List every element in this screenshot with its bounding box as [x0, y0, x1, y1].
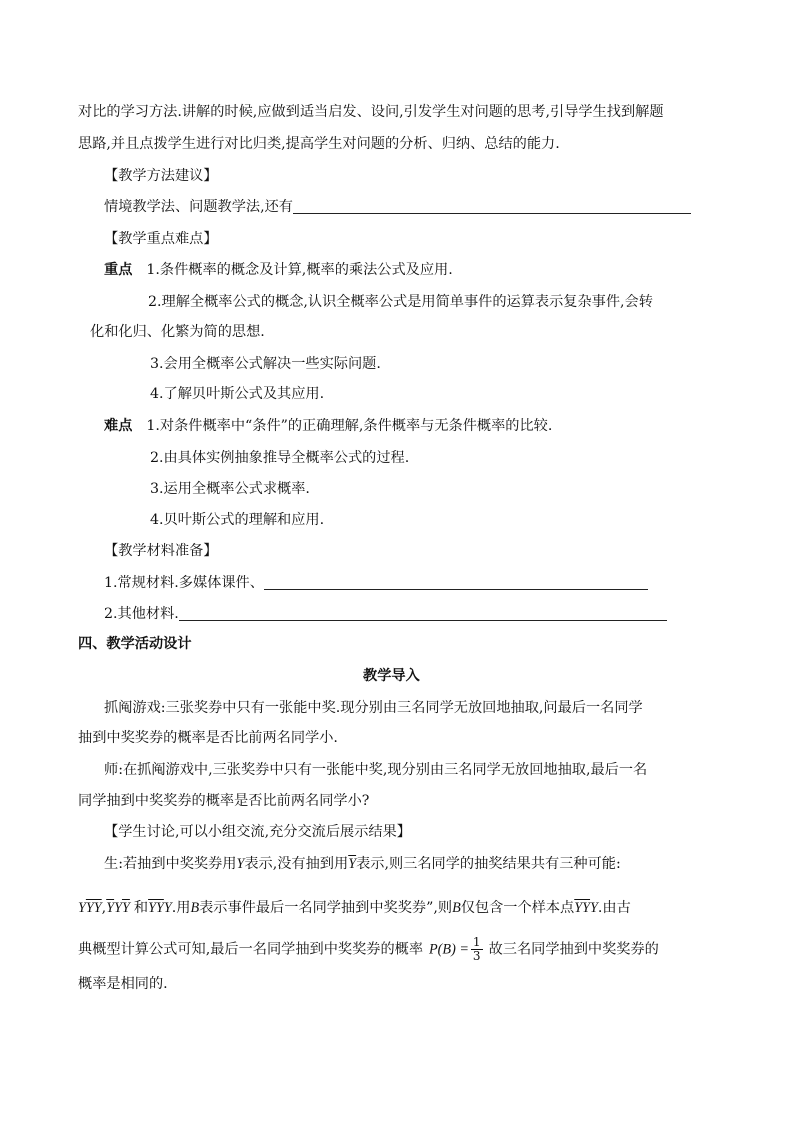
zhongdian-item-1: 1.条件概率的概念及计算,概率的乘法公式及应用.: [146, 262, 453, 278]
game-para-2b: 同学抽到中奖奖券的概率是否比前两名同学小?: [78, 793, 370, 809]
materials-item-1: 1.常规材料.多媒体课件、: [104, 575, 264, 591]
nandian-item-1: 1.对条件概率中“条件”的正确理解,条件概率与无条件概率的比较.: [146, 418, 553, 434]
nandian-line-1: [104, 416, 552, 436]
symbol-y-bar: $\overline{Y}$: [348, 856, 357, 872]
materials-line-1: [104, 573, 648, 593]
zhongdian-item-2a: 2.理解全概率公式的概念,认识全概率公式是用简单事件的运算表示复杂事件,会转: [148, 294, 653, 310]
nandian-label: 难点: [104, 418, 133, 434]
zhongdian-item-2b: 化和化归、化繁为简的思想.: [90, 324, 265, 340]
answer-text: 故三名同学抽到中奖奖券的: [488, 941, 659, 958]
section-4-heading: 四、教学活动设计: [78, 636, 192, 652]
method-blank[interactable]: [293, 199, 691, 214]
game-para-2a: 师:在抓阄游戏中,三张奖券中只有一张能中奖,现分别由三名同学无放回地抽取,最后一名: [104, 762, 648, 778]
sample-point: $\overline{YY}Y$: [574, 900, 598, 916]
answer-text: 表示事件最后一名同学抽到中奖奖券”,则: [199, 900, 453, 916]
method-heading: 【教学方法建议】: [104, 168, 218, 184]
answer-line-2: $Y\overline{YY},\overline{Y}Y\overline{Y}$ 和$\overline{YY}Y$.用B表示事件最后一名同学抽到中奖奖券”,则B仅包含一个样本点$\overline{YY}Y$.由古: [78, 900, 631, 916]
section-4-subheading: 教学导入: [363, 668, 420, 684]
materials-blank-1[interactable]: [264, 575, 648, 590]
method-text: 情境教学法、问题教学法,还有: [104, 199, 293, 215]
answer-text: 表示,则三名同学的抽奖结果共有三种可能:: [356, 856, 621, 872]
fraction-one-third: $\frac{1}{3}$: [472, 935, 481, 963]
zhongdian-line-1: [104, 260, 453, 280]
zhongdian-label: 重点: [104, 262, 133, 278]
materials-line-2: [104, 604, 667, 624]
outcome-3: $\overline{YY}Y$: [148, 900, 172, 916]
answer-text: 表示,没有抽到用: [244, 856, 349, 872]
materials-blank-2[interactable]: [179, 606, 667, 621]
symbol-b: B: [452, 900, 461, 916]
answer-line-1: [104, 854, 621, 874]
outcome-2: $\overline{Y}Y\overline{Y}$: [106, 900, 130, 916]
outcome-1: $Y\overline{YY}$: [78, 900, 102, 916]
discussion-heading: 【学生讨论,可以小组交流,充分交流后展示结果】: [104, 824, 411, 840]
answer-text: 仅包含一个样本点: [460, 900, 575, 916]
answer-text: 和: [133, 900, 149, 916]
answer-line-3: [78, 936, 659, 963]
intro-line-2: 思路,并且点拨学生进行对比归类,提高学生对问题的分析、归纳、总结的能力.: [78, 136, 560, 152]
answer-text: 典概型计算公式可知,最后一名同学抽到中奖奖券的概率: [78, 941, 424, 958]
symbol-y: Y: [236, 856, 245, 872]
materials-heading: 【教学材料准备】: [104, 543, 218, 559]
intro-line-1: 对比的学习方法.讲解的时候,应做到适当启发、设问,引发学生对问题的思考,引导学生找到解题: [78, 104, 664, 120]
answer-line-4: 概率是相同的.: [78, 976, 168, 992]
answer-text: 生:若抽到中奖奖券用: [104, 856, 237, 872]
nandian-item-2: 2.由具体实例抽象推导全概率公式的过程.: [150, 450, 410, 466]
answer-text: .由古: [597, 900, 631, 916]
keypoints-heading: 【教学重点难点】: [104, 231, 218, 247]
game-para-1b: 抽到中奖奖券的概率是否比前两名同学小.: [78, 730, 338, 746]
nandian-item-3: 3.运用全概率公式求概率.: [150, 481, 310, 497]
zhongdian-item-3: 3.会用全概率公式解决一些实际问题.: [150, 356, 381, 372]
game-para-1a: 抓阄游戏:三张奖券中只有一张能中奖.现分别由三名同学无放回地抽取,问最后一名同学: [104, 700, 643, 716]
nandian-item-4: 4.贝叶斯公式的理解和应用.: [150, 512, 325, 528]
probability-expression: P(B) =: [429, 941, 469, 958]
materials-item-2: 2.其他材料.: [104, 606, 179, 622]
method-line: [104, 197, 691, 217]
symbol-b: B: [190, 900, 200, 916]
zhongdian-item-4: 4.了解贝叶斯公式及其应用.: [150, 386, 325, 402]
